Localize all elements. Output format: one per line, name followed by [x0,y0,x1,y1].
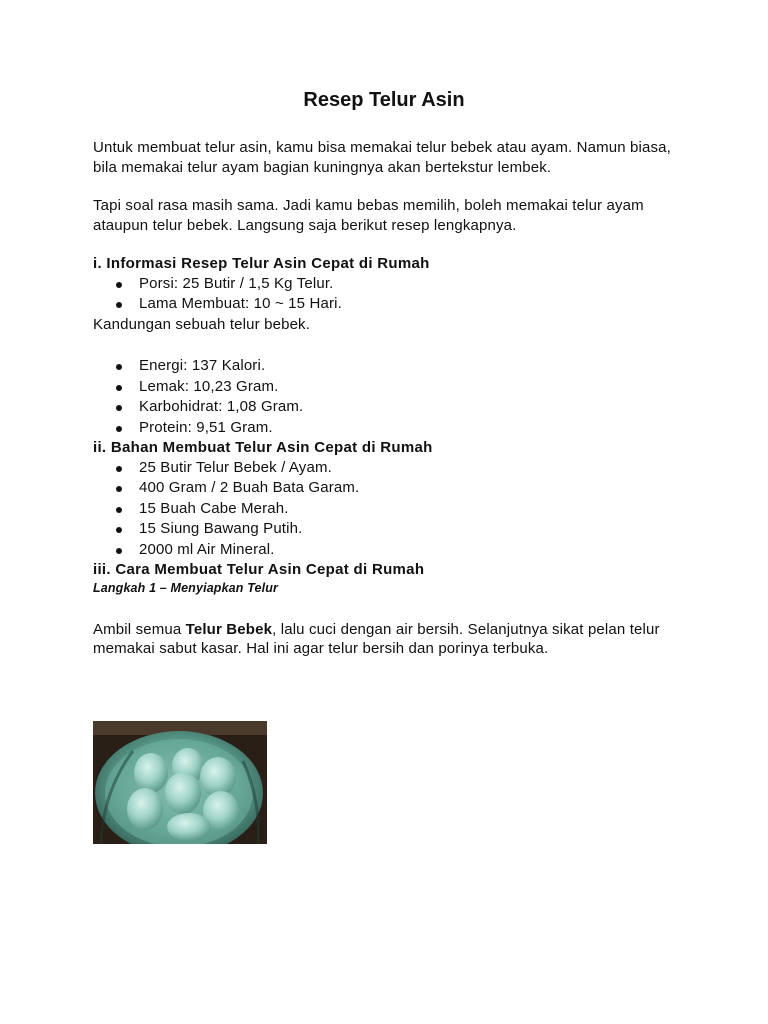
list-item: Lemak: 10,23 Gram. [93,377,673,398]
step1-text-bold: Telur Bebek [185,620,273,638]
list-item: 400 Gram / 2 Buah Bata Garam. [93,478,673,499]
list-item: 25 Butir Telur Bebek / Ayam. [93,458,673,479]
section3-heading: iii. Cara Membuat Telur Asin Cepat di Rumah [93,561,425,578]
step1-text-before: Ambil semua [93,620,186,638]
list-item: 15 Siung Bawang Putih. [93,519,673,540]
section2-heading: ii. Bahan Membuat Telur Asin Cepat di Rumah [93,439,433,456]
list-item: 2000 ml Air Mineral. [93,540,673,561]
list-item: Protein: 9,51 Gram. [93,418,673,439]
step1-paragraph [93,620,673,659]
list-item: Energi: 137 Kalori. [93,356,673,377]
document-title: Resep Telur Asin [303,89,465,111]
ingredients-list [93,458,673,561]
section1-list [93,274,673,315]
list-item: Lama Membuat: 10 ~ 15 Hari. [93,294,673,315]
list-item: Porsi: 25 Butir / 1,5 Kg Telur. [93,274,673,295]
section1-heading: i. Informasi Resep Telur Asin Cepat di Rumah [93,255,430,272]
step1-text-after: , lalu cuci dengan air bersih. Selanjutnya sikat pelan telur memakai sabut kasar. Hal ini agar telur bersih dan porinya terbuka. [93,620,660,657]
intro-paragraph: Untuk membuat telur asin, kamu bisa memakai telur bebek atau ayam. Namun biasa, bila memakai telur ayam bagian kuningnya akan bertekstur lembek. [93,139,671,176]
list-item: 15 Buah Cabe Merah. [93,499,673,520]
eggs-photo-graphic [93,721,267,844]
eggs-in-bowl-photo [93,721,267,844]
list-item: Karbohidrat: 1,08 Gram. [93,397,673,418]
nutrition-list [93,356,673,438]
document-body [93,138,673,659]
second-paragraph: Tapi soal rasa masih sama. Jadi kamu bebas memilih, boleh memakai telur ayam ataupun telur bebek. Langsung saja berikut resep lengkapnya. [93,197,644,234]
nutrition-intro: Kandungan sebuah telur bebek. [93,315,311,333]
step1-label: Langkah 1 – Menyiapkan Telur [93,580,279,595]
